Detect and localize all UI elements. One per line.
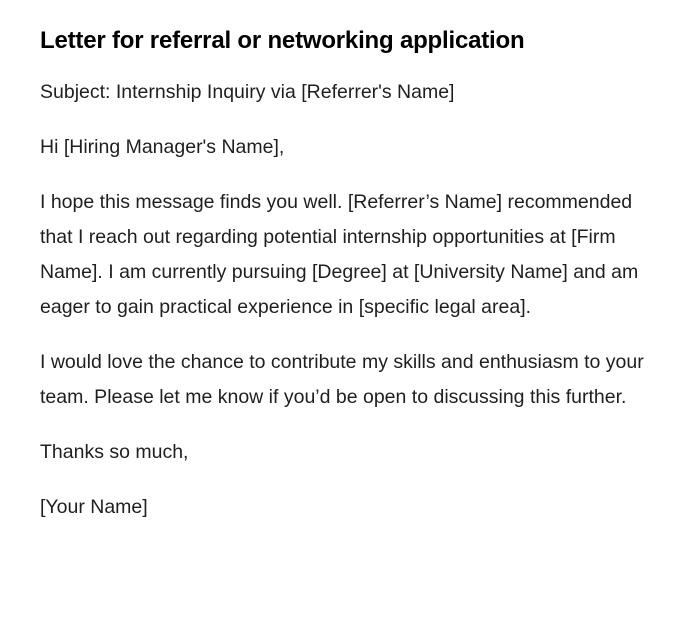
closing-line: Thanks so much, bbox=[40, 441, 189, 463]
signature: [Your Name] bbox=[40, 496, 148, 518]
letter-title: Letter for referral or networking application bbox=[40, 27, 525, 54]
greeting: Hi [Hiring Manager's Name], bbox=[40, 136, 285, 158]
subject-line: Subject: Internship Inquiry via [Referrer's Name] bbox=[40, 81, 455, 103]
body-paragraph-1: I hope this message finds you well. [Referrer’s Name] recommended that I reach out regarding potential internship opportunities at [Firm Name]. I am currently pursuing [Degree] at [University Name] and am eager to gain practical experience in [specific legal area]. bbox=[40, 191, 639, 318]
body-paragraph-2: I would love the chance to contribute my skills and enthusiasm to your team. Please let me know if you’d be open to discussing this further. bbox=[40, 351, 644, 408]
